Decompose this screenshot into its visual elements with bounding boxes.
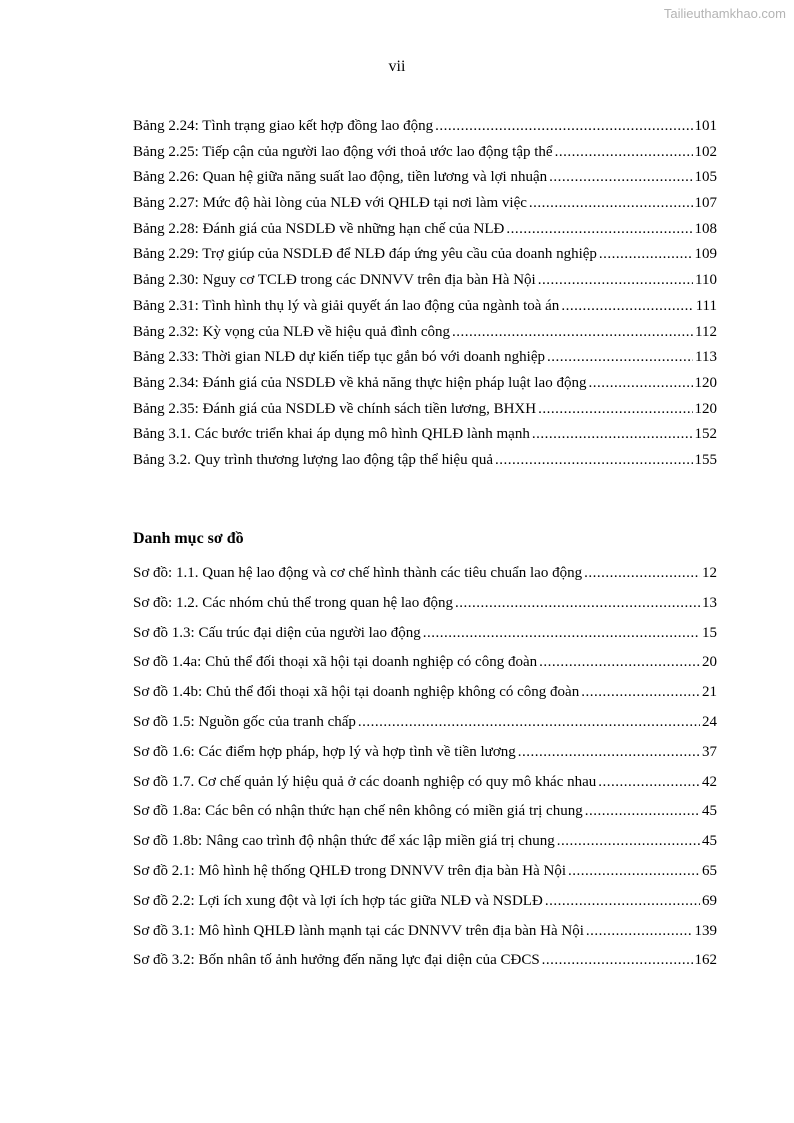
toc-entry-page: 111 (695, 297, 717, 314)
toc-entry (133, 917, 717, 947)
dot-leader (539, 648, 700, 678)
page-number: vii (388, 58, 406, 75)
toc-entry (133, 708, 717, 738)
toc-entry-label: Sơ đồ 3.2: Bốn nhân tố ảnh hưởng đến năng lực đại diện của CĐCS (133, 952, 540, 969)
toc-entry-label: Sơ đồ 2.2: Lợi ích xung đột và lợi ích hợp tác giữa NLĐ và NSDLĐ (133, 892, 543, 909)
toc-entry-page: 15 (702, 624, 717, 641)
table-list (133, 114, 717, 474)
toc-entry-label: Sơ đồ: 1.1. Quan hệ lao động và cơ chế hình thành các tiêu chuẩn lao động (133, 565, 583, 581)
watermark: Tailieuthamkhao.com (663, 6, 786, 21)
toc-entry-label: Bảng 2.29: Trợ giúp của NSDLĐ để NLĐ đáp ứng yêu cầu của doanh nghiệp (133, 246, 597, 263)
toc-entry-label: Sơ đồ 1.4b: Chủ thể đối thoại xã hội tại doanh nghiệp không có công đoàn (133, 684, 580, 701)
toc-entry-label: Sơ đồ 1.8a: Các bên có nhận thức hạn chế nên không có miền giá trị chung (133, 803, 583, 820)
toc-entry-page: 65 (702, 862, 717, 879)
toc-entry (133, 619, 717, 649)
dot-leader (568, 857, 700, 887)
toc-entry (133, 242, 717, 268)
toc-entry-label: Bảng 2.25: Tiếp cận của người lao động với thoả ước lao động tập thể (133, 143, 553, 160)
toc-entry-label: Sơ đồ 1.7. Cơ chế quản lý hiệu quả ở các doanh nghiệp có quy mô khác nhau (133, 773, 597, 790)
dot-leader (435, 114, 692, 140)
toc-entry-page: 155 (694, 451, 717, 468)
dot-leader (452, 320, 693, 346)
toc-entry-page: 20 (702, 654, 717, 671)
toc-entry-label: Bảng 2.30: Nguy cơ TCLĐ trong các DNNVV trên địa bàn Hà Nội (133, 272, 536, 289)
toc-entry (133, 191, 717, 217)
toc-entry-page: 107 (694, 195, 717, 212)
toc-entry-page: 120 (694, 374, 717, 391)
dot-leader (581, 678, 700, 708)
toc-entry (133, 422, 717, 448)
toc-entry (133, 648, 717, 678)
toc-entry (133, 268, 717, 294)
toc-entry-label: Bảng 2.32: Kỳ vọng của NLĐ về hiệu quả đình công (133, 323, 451, 340)
toc-entry-page: 12 (702, 565, 717, 581)
dot-leader (555, 140, 693, 166)
toc-entry-page: 21 (702, 684, 717, 701)
toc-entry-page: 13 (702, 594, 717, 611)
toc-entry-page: 37 (702, 743, 717, 760)
toc-entry (133, 165, 717, 191)
toc-entry-label: Sơ đồ 1.8b: Nâng cao trình độ nhận thức để xác lập miền giá trị chung (133, 833, 555, 850)
toc-entry-label: Bảng 2.33: Thời gian NLĐ dự kiến tiếp tục gắn bó với doanh nghiệp (133, 349, 545, 366)
dot-leader (495, 448, 693, 474)
toc-entry-page: 120 (694, 400, 717, 417)
toc-entry (133, 946, 717, 976)
section-heading: Danh mục sơ đồ (133, 530, 244, 547)
toc-entry-label: Bảng 2.26: Quan hệ giữa năng suất lao động, tiền lương và lợi nhuận (133, 169, 548, 186)
toc-entry-page: 102 (694, 143, 717, 160)
toc-entry-page: 152 (694, 426, 717, 443)
toc-entry (133, 114, 717, 140)
toc-entry-label: Sơ đồ: 1.2. Các nhóm chủ thể trong quan hệ lao động (133, 594, 453, 611)
toc-entry (133, 678, 717, 708)
toc-entry-page: 113 (695, 349, 717, 366)
toc-entry (133, 294, 717, 320)
toc-entry-label: Bảng 2.34: Đánh giá của NSDLĐ về khả năng thực hiện pháp luật lao động (133, 374, 587, 391)
toc-entry-label: Sơ đồ 3.1: Mô hình QHLĐ lành mạnh tại các DNNVV trên địa bàn Hà Nội (133, 922, 584, 939)
toc-entry-label: Sơ đồ 1.6: Các điểm hợp pháp, hợp lý và hợp tình về tiền lương (133, 743, 516, 760)
toc-entry-page: 139 (694, 922, 717, 939)
dot-leader (599, 242, 693, 268)
toc-entry (133, 797, 717, 827)
toc-entry (133, 217, 717, 243)
dot-leader (518, 738, 700, 768)
toc-entry-label: Bảng 3.1. Các bước triển khai áp dụng mô hình QHLĐ lành mạnh (133, 426, 530, 443)
toc-entry-page: 45 (702, 803, 717, 820)
toc-entry (133, 589, 717, 619)
toc-entry (133, 738, 717, 768)
toc-entry-page: 101 (694, 118, 717, 134)
dot-leader (423, 619, 700, 649)
toc-entry-label: Bảng 2.35: Đánh giá của NSDLĐ về chính sách tiền lương, BHXH (133, 400, 537, 417)
toc-entry (133, 887, 717, 917)
toc-entry-page: 109 (694, 246, 717, 263)
toc-entry (133, 827, 717, 857)
toc-entry-page: 108 (694, 220, 717, 237)
toc-entry-page: 105 (694, 169, 717, 186)
toc-entry-page: 24 (702, 713, 717, 730)
toc-entry-label: Sơ đồ 1.5: Nguồn gốc của tranh chấp (133, 713, 356, 730)
dot-leader (545, 887, 700, 917)
toc-entry-label: Bảng 2.27: Mức độ hài lòng của NLĐ với QHLĐ tại nơi làm việc (133, 195, 527, 212)
dot-leader (538, 397, 692, 423)
toc-entry-page: 69 (702, 892, 717, 909)
toc-entry-label: Sơ đồ 2.1: Mô hình hệ thống QHLĐ trong DNNVV trên địa bàn Hà Nội (133, 862, 567, 879)
dot-leader (506, 217, 692, 243)
toc-entry (133, 857, 717, 887)
toc-entry-page: 112 (695, 323, 717, 340)
toc-entry (133, 320, 717, 346)
toc-entry (133, 371, 717, 397)
toc-entry-label: Sơ đồ 1.3: Cấu trúc đại diện của người lao động (133, 624, 421, 641)
dot-leader (529, 191, 693, 217)
toc-entry-label: Bảng 2.24: Tình trạng giao kết hợp đồng lao động (133, 118, 434, 134)
dot-leader (358, 708, 700, 738)
dot-leader (557, 827, 700, 857)
toc-entry (133, 448, 717, 474)
dot-leader (547, 345, 693, 371)
dot-leader (584, 559, 700, 589)
diagram-list (133, 559, 717, 976)
toc-entry (133, 345, 717, 371)
toc-entry (133, 397, 717, 423)
toc-entry-page: 110 (695, 272, 717, 289)
dot-leader (549, 165, 692, 191)
toc-entry-page: 45 (702, 833, 717, 850)
toc-entry-label: Bảng 2.28: Đánh giá của NSDLĐ về những hạn chế của NLĐ (133, 220, 505, 237)
dot-leader (542, 946, 693, 976)
dot-leader (585, 797, 700, 827)
dot-leader (598, 768, 700, 798)
toc-entry-page: 42 (702, 773, 717, 790)
dot-leader (538, 268, 693, 294)
toc-entry (133, 559, 717, 589)
dot-leader (586, 917, 693, 947)
toc-entry-label: Bảng 3.2. Quy trình thương lượng lao động tập thể hiệu quả (133, 451, 493, 468)
dot-leader (455, 589, 700, 619)
toc-entry (133, 768, 717, 798)
toc-entry-page: 162 (694, 952, 717, 969)
toc-entry-label: Sơ đồ 1.4a: Chủ thể đối thoại xã hội tại doanh nghiệp có công đoàn (133, 654, 538, 671)
toc-entry-label: Bảng 2.31: Tình hình thụ lý và giải quyết án lao động của ngành toà án (133, 297, 560, 314)
dot-leader (532, 422, 693, 448)
dot-leader (561, 294, 693, 320)
dot-leader (588, 371, 692, 397)
toc-entry (133, 140, 717, 166)
